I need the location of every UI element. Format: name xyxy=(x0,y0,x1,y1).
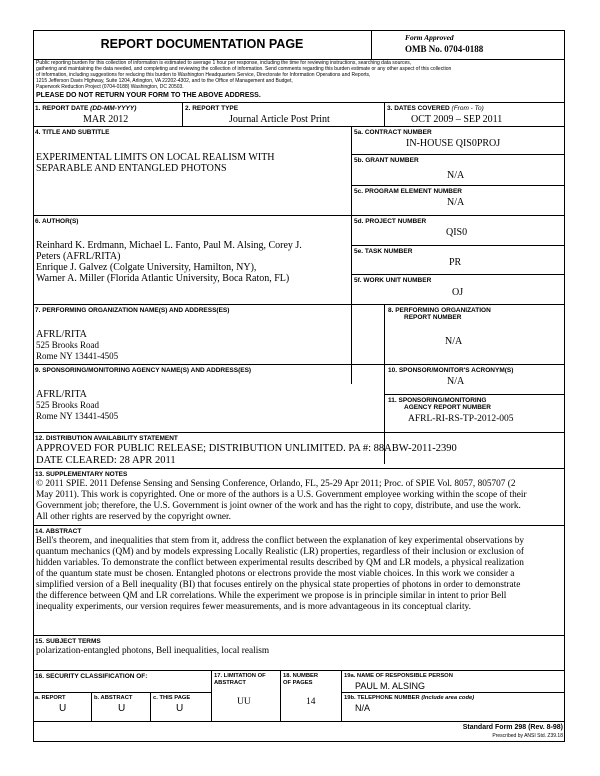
field-label: 19b. TELEPHONE NUMBER (Include area code) xyxy=(344,695,475,701)
divider xyxy=(351,245,565,246)
supplementary-note-line: © 2011 SPIE. 2011 Defense Sensing and Sensing Conference, Orlando, FL, 25-29 Apr 2011; Proc. of SPIE Vol. 8057, 805707 (2 xyxy=(36,479,516,489)
author-line: Enrique J. Galvez (Colgate University, Hamilton, NY), xyxy=(36,262,257,273)
report-date: MAR 2012 xyxy=(83,114,129,125)
field-label: 15. SUBJECT TERMS xyxy=(35,638,101,645)
field-label: 5c. PROGRAM ELEMENT NUMBER xyxy=(354,188,462,195)
abstract-line: of the quantum state must be chosen. Entangled photons or electrons provide the most viable choices. In this work we consider a xyxy=(36,569,515,579)
author-line: Peters (AFRL/RITA) xyxy=(36,251,121,262)
field-label: AGENCY REPORT NUMBER xyxy=(404,404,491,411)
report-documentation-form xyxy=(33,30,565,742)
supplementary-note-line: All other rights are reserved by the copyright owner. xyxy=(36,512,231,522)
divider xyxy=(351,126,352,384)
divider xyxy=(33,525,565,526)
field-label: 19a. NAME OF RESPONSIBLE PERSON xyxy=(344,673,453,679)
supplementary-note-line: Government job; therefore, the U.S. Government is joint owner of the work and has the right to copy, distribute, and use the work. xyxy=(36,501,521,511)
field-label: 9. SPONSORING/MONITORING AGENCY NAME(S) AND ADDRESS(ES) xyxy=(35,367,252,374)
burden-line: 1215 Jefferson Davis Highway, Suite 1204, Arlington, VA 22202-4302, and to the Office of Management and Budget, xyxy=(36,78,293,84)
limitation-of-abstract: UU xyxy=(237,697,251,707)
abstract-line: quantum mechanics (QM) and by models expressing Locally Realistic (LR) properties, regardless of their inclusion or exclusion of xyxy=(36,547,524,557)
form-approved: Form Approved xyxy=(405,33,454,42)
field-label: 7. PERFORMING ORGANIZATION NAME(S) AND ADDRESS(ES) xyxy=(35,307,230,314)
telephone-number: N/A xyxy=(355,703,371,713)
field-label: OF PAGES xyxy=(283,680,313,686)
divider xyxy=(211,670,212,721)
number-of-pages: 14 xyxy=(306,697,316,707)
field-label: 17. LIMITATION OF xyxy=(214,673,266,679)
divider xyxy=(351,185,565,186)
abstract-classification: U xyxy=(118,703,126,714)
standard-form-label: Standard Form 298 (Rev. 8-98) xyxy=(462,724,563,731)
field-label: 6. AUTHOR(S) xyxy=(35,218,79,225)
distribution-statement: APPROVED FOR PUBLIC RELEASE; DISTRIBUTION UNLIMITED. PA #: 88ABW-2011-2390 xyxy=(36,443,457,454)
field-label: 1. REPORT DATE (DD-MM-YYYY) xyxy=(35,105,137,112)
contract-number: IN-HOUSE QIS0PROJ xyxy=(406,138,501,149)
prescribed-by-label: Prescribed by ANSI Std. Z39.18 xyxy=(492,733,563,739)
title-line: EXPERIMENTAL LIMITS ON LOCAL REALISM WITH xyxy=(36,152,275,163)
field-label: b. ABSTRACT xyxy=(94,695,133,701)
field-label: a. REPORT xyxy=(35,695,66,701)
field-label: 5a. CONTRACT NUMBER xyxy=(354,129,432,136)
divider xyxy=(384,102,385,126)
abstract-line: the difference between QM and LR correlations. While the experiment we propose is in principle similar in intent to prior Bell xyxy=(36,591,507,601)
burden-line: of information, including suggestions for reducing this burden to Washington Headquarters Service, Directorate for Information Operations and Reports, xyxy=(36,72,371,78)
report-type: Journal Article Post Print xyxy=(229,114,330,125)
author-line: Reinhard K. Erdmann, Michael L. Fanto, Paul M. Alsing, Corey J. xyxy=(36,240,302,251)
responsible-person: PAUL M. ALSING xyxy=(355,681,426,691)
divider xyxy=(33,364,565,365)
divider xyxy=(33,635,565,636)
divider xyxy=(341,692,565,693)
date-cleared: DATE CLEARED: 28 APR 2011 xyxy=(36,455,176,466)
divider xyxy=(371,30,372,59)
burden-line: gathering and maintaining the data needed, and completing and reviewing the collection of information. Send comments regarding this burden estimate or any other aspect of this collection xyxy=(36,66,452,72)
report-classification: U xyxy=(59,703,67,714)
org-address-line: AFRL/RITA xyxy=(36,329,87,340)
title-line: SEPARABLE AND ENTANGLED PHOTONS xyxy=(36,163,227,174)
field-label: 12. DISTRIBUTION AVAILABILITY STATEMENT xyxy=(35,435,178,442)
field-label: 18. NUMBER xyxy=(283,673,319,679)
program-element-number: N/A xyxy=(447,197,465,208)
divider xyxy=(33,102,565,103)
supplementary-note-line: May 2011). This work is copyrighted. One or more of the authors is a U.S. Government employee working within the scope of their xyxy=(36,490,527,500)
divider xyxy=(33,126,565,127)
abstract-line: simplified version of a Bell inequality (BI) that focuses entirely on the physical state properties of photons in order to demonstrate xyxy=(36,580,521,590)
field-label: 2. REPORT TYPE xyxy=(185,105,239,112)
divider xyxy=(351,154,565,155)
divider xyxy=(150,692,151,721)
divider xyxy=(33,692,211,693)
field-label: 11. SPONSORING/MONITORING xyxy=(388,397,487,404)
dates-covered: OCT 2009 – SEP 2011 xyxy=(411,114,503,125)
abstract-line: hidden variables. To demonstrate the conflict between experimental results described by QM and LR models, a physical realization xyxy=(36,558,524,568)
divider xyxy=(91,692,92,721)
field-label: 5e. TASK NUMBER xyxy=(354,248,413,255)
org-address-line: 525 Brooks Road xyxy=(36,340,99,350)
grant-number: N/A xyxy=(447,170,465,181)
page-classification: U xyxy=(176,703,184,714)
abstract-line: inequality experiments, our version requires fewer measurements, and is more advantageous in its conceptual clarity. xyxy=(36,602,471,612)
field-label: 13. SUPPLEMENTARY NOTES xyxy=(35,471,128,478)
task-number: PR xyxy=(449,257,462,268)
field-label: 5b. GRANT NUMBER xyxy=(354,157,419,164)
field-label: 8. PERFORMING ORGANIZATION xyxy=(388,307,491,314)
divider xyxy=(33,670,565,671)
sponsor-acronym: N/A xyxy=(447,376,465,387)
field-label: 5f. WORK UNIT NUMBER xyxy=(354,277,432,284)
omb-number: OMB No. 0704-0188 xyxy=(405,44,484,54)
divider xyxy=(341,670,342,721)
project-number: QIS0 xyxy=(446,227,468,238)
field-label: 16. SECURITY CLASSIFICATION OF: xyxy=(35,673,148,680)
author-line: Warner A. Miller (Florida Atlantic University, Boca Raton, FL) xyxy=(36,273,290,284)
agency-address-line: Rome NY 13441-4505 xyxy=(36,411,119,421)
work-unit-number: OJ xyxy=(452,287,464,298)
performing-org-report-number: N/A xyxy=(445,336,463,347)
field-label: REPORT NUMBER xyxy=(404,314,462,321)
divider xyxy=(33,468,565,469)
divider xyxy=(33,432,565,433)
divider xyxy=(33,304,565,305)
field-label: ABSTRACT xyxy=(214,680,246,686)
subject-terms: polarization-entangled photons, Bell inequalities, local realism xyxy=(36,646,270,656)
agency-report-number: AFRL-RI-RS-TP-2012-005 xyxy=(408,414,514,424)
field-label: 4. TITLE AND SUBTITLE xyxy=(35,129,110,136)
divider xyxy=(280,670,281,721)
burden-line: Public reporting burden for this collection of information is estimated to average 1 hour per response, including the time for reviewing instructions, searching data sources, xyxy=(36,60,412,66)
field-label: 10. SPONSOR/MONITOR'S ACRONYM(S) xyxy=(388,367,514,374)
page-title: REPORT DOCUMENTATION PAGE xyxy=(100,37,304,51)
divider xyxy=(384,394,565,395)
divider xyxy=(33,721,565,722)
field-label: 14. ABSTRACT xyxy=(35,528,82,535)
field-label: 5d. PROJECT NUMBER xyxy=(354,218,427,225)
abstract-line: Bell's theorem, and inequalities that stem from it, address the conflict between the explanation of key experimental observations by xyxy=(36,536,525,546)
burden-line: Paperwork Reduction Project (0704-0188) Washington, DC 20503. xyxy=(36,84,184,90)
org-address-line: Rome NY 13441-4505 xyxy=(36,351,119,361)
divider xyxy=(384,304,385,464)
agency-address-line: 525 Brooks Road xyxy=(36,400,99,410)
field-label: 3. DATES COVERED (From - To) xyxy=(387,105,484,112)
do-not-return-notice: PLEASE DO NOT RETURN YOUR FORM TO THE ABOVE ADDRESS. xyxy=(36,92,261,99)
divider xyxy=(182,102,183,126)
divider xyxy=(33,215,565,216)
divider xyxy=(351,274,565,275)
agency-address-line: AFRL/RITA xyxy=(36,389,87,400)
field-label: c. THIS PAGE xyxy=(153,695,191,701)
